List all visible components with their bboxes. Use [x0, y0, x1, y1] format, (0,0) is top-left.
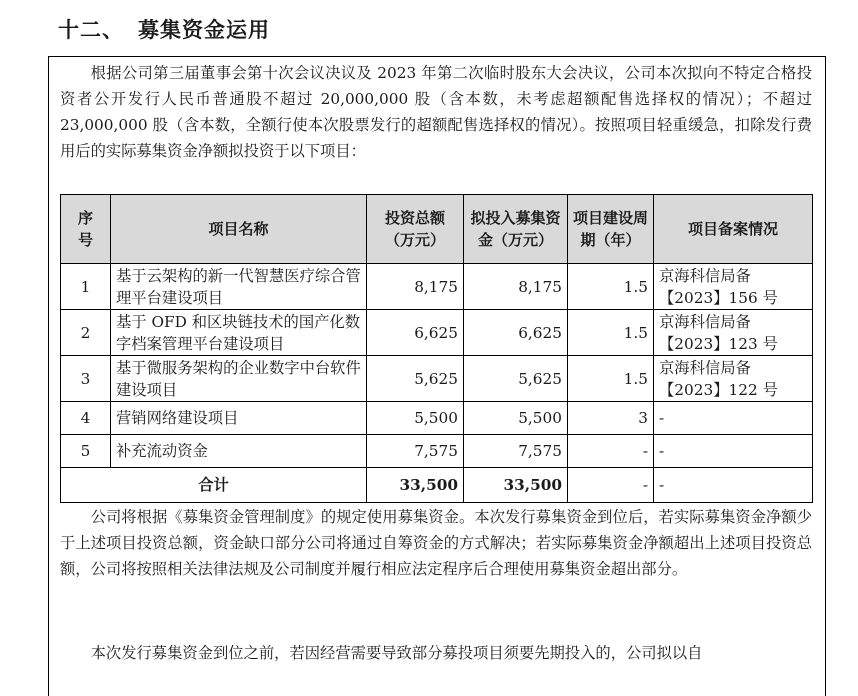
cell-name: 营销网络建设项目 [111, 402, 367, 435]
cell-no: 5 [61, 435, 111, 468]
header-name: 项目名称 [111, 195, 367, 264]
header-record: 项目备案情况 [654, 195, 813, 264]
table-row [61, 310, 813, 356]
total-label: 合计 [61, 468, 367, 503]
cell-name: 基于 OFD 和区块链技术的国产化数字档案管理平台建设项目 [111, 310, 367, 356]
cell-name: 基于云架构的新一代智慧医疗综合管理平台建设项目 [111, 264, 367, 310]
total-raised: 33,500 [464, 468, 568, 503]
cell-no: 4 [61, 402, 111, 435]
table-row [61, 435, 813, 468]
header-period: 项目建设周期（年） [568, 195, 654, 264]
cell-record: 京海科信局备【2023】122 号 [654, 356, 813, 402]
cell-total: 5,500 [367, 402, 464, 435]
table-row [61, 402, 813, 435]
cell-total: 5,625 [367, 356, 464, 402]
cell-name: 补充流动资金 [111, 435, 367, 468]
intro-paragraph: 根据公司第三届董事会第十次会议决议及 2023 年第二次临时股东大会决议，公司本次拟向不特定合格投资者公开发行人民币普通股不超过 20,000,000 股（含本数，未考虑超额配售选择权的情况）；不超过 23,000,000 股（含本数，全额行使本次股票发行的超额配售选择权的情况）。按照项目轻重缓急，扣除发行费用后的实际募集资金净额拟投资于以下项目： [60, 64, 812, 160]
cell-period: 1.5 [568, 356, 654, 402]
section-number: 十二、 [58, 18, 124, 42]
table-header-row [61, 195, 813, 264]
cell-period: 1.5 [568, 310, 654, 356]
section-title: 募集资金运用 [138, 18, 270, 42]
header-no: 序号 [61, 195, 111, 264]
table-row [61, 356, 813, 402]
header-total: 投资总额（万元） [367, 195, 464, 264]
header-raised: 拟投入募集资金（万元） [464, 195, 568, 264]
cell-total: 6,625 [367, 310, 464, 356]
pre-investment-paragraph: 本次发行募集资金到位之前，若因经营需要导致部分募投项目须要先期投入的，公司拟以自 [90, 644, 703, 662]
total-period: - [568, 468, 654, 503]
cell-period: - [568, 435, 654, 468]
cell-raised: 5,500 [464, 402, 568, 435]
cell-raised: 5,625 [464, 356, 568, 402]
cell-record: - [654, 435, 813, 468]
cell-period: 1.5 [568, 264, 654, 310]
cell-no: 1 [61, 264, 111, 310]
total-record: - [654, 468, 813, 503]
cell-no: 3 [61, 356, 111, 402]
table-total-row [61, 468, 813, 503]
cell-record: - [654, 402, 813, 435]
fund-usage-table [60, 194, 813, 503]
cell-no: 2 [61, 310, 111, 356]
cell-total: 8,175 [367, 264, 464, 310]
cell-name: 基于微服务架构的企业数字中台软件建设项目 [111, 356, 367, 402]
table-row [61, 264, 813, 310]
section-heading [58, 14, 270, 44]
total-investment: 33,500 [367, 468, 464, 503]
cell-total: 7,575 [367, 435, 464, 468]
cell-period: 3 [568, 402, 654, 435]
cell-record: 京海科信局备【2023】156 号 [654, 264, 813, 310]
cell-record: 京海科信局备【2023】123 号 [654, 310, 813, 356]
fund-management-paragraph: 公司将根据《募集资金管理制度》的规定使用募集资金。本次发行募集资金到位后，若实际募集资金净额少于上述项目投资总额，资金缺口部分公司将通过自筹资金的方式解决；若实际募集资金净额超出上述项目投资总额，公司将按照相关法律法规及公司制度并履行相应法定程序后合理使用募集资金超出部分。 [60, 508, 812, 578]
cell-raised: 7,575 [464, 435, 568, 468]
cell-raised: 6,625 [464, 310, 568, 356]
cell-raised: 8,175 [464, 264, 568, 310]
